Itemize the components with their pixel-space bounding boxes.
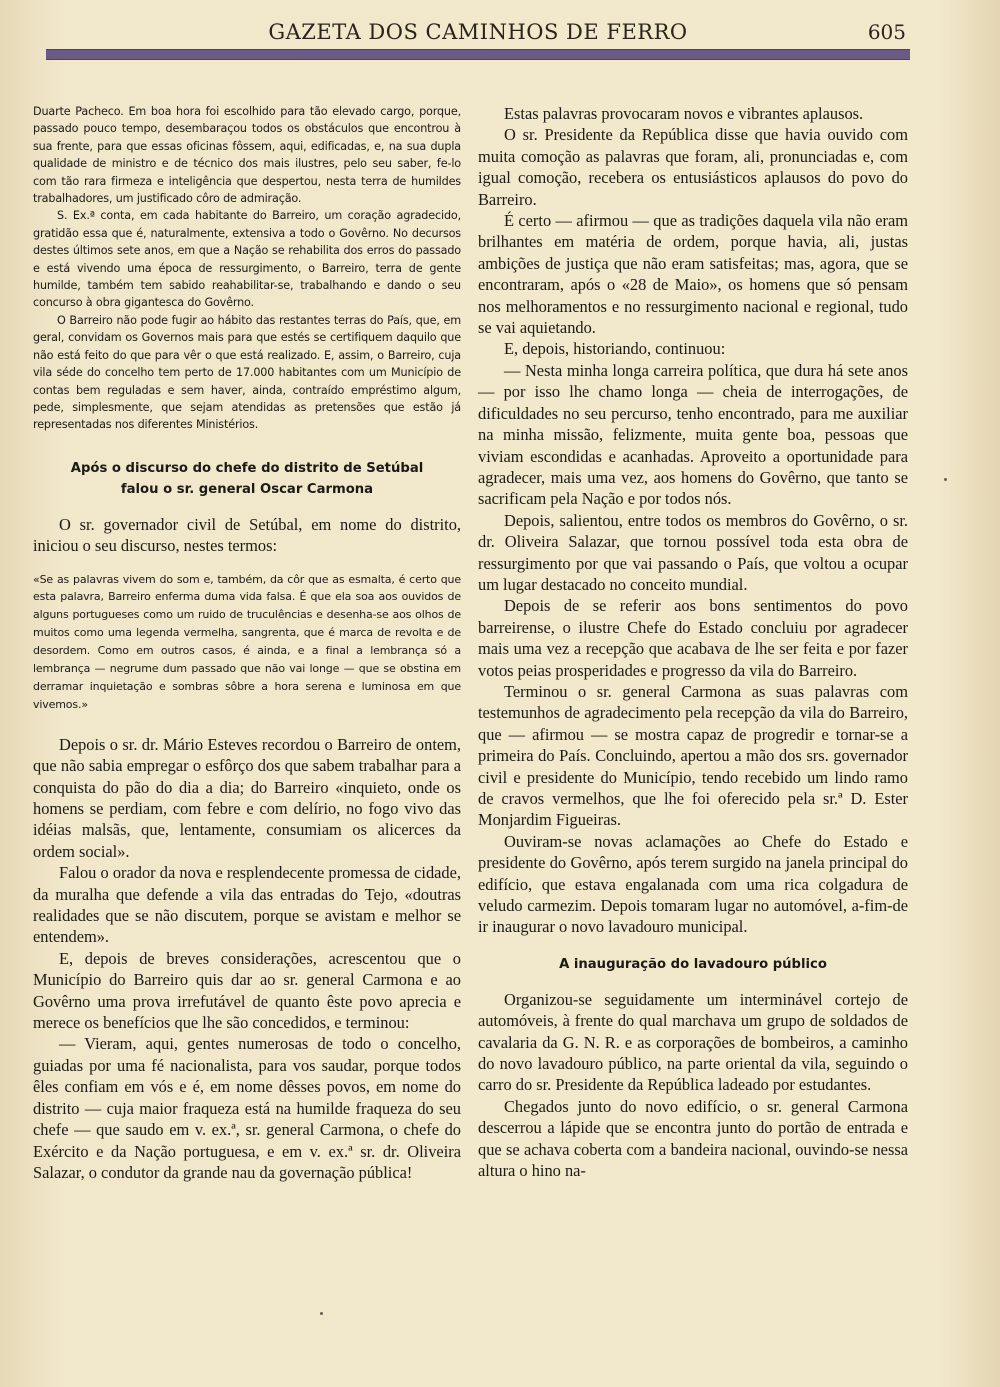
left-column [33, 103, 461, 1183]
paragraph: O sr. governador civil de Setúbal, em nome do distrito, iniciou o seu discurso, nestes termos: [33, 514, 461, 556]
publication-title: GAZETA DOS CAMINHOS DE FERRO [268, 20, 688, 44]
paragraph: S. Ex.ª conta, em cada habitante do Barreiro, um coração agradecido, gratidão essa que é, naturalmente, extensiva a todo o Govêrno. No decursos destes últimos sete anos, em que a Nação se rehabilita dos erros do passado e está vivendo uma época de ressurgimento, o Barreiro, terra de gente humilde, também tem sabido reahabilitar-se, trabalhando e dando o seu concurso à obra gigantesca do Govêrno. [33, 209, 461, 310]
paper-speck [320, 1312, 323, 1315]
paper-speck [944, 478, 947, 481]
paragraph: O sr. Presidente da República disse que havia ouvido com muita comoção as palavras que foram, ali, pronunciadas e, com igual comoção, recebera os entusiásticos aplausos do povo do Barreiro. [478, 125, 908, 209]
paragraph: E, depois de breves considerações, acrescentou que o Município do Barreiro quis dar ao sr. general Carmona e ao Govêrno uma prova irrefutável de quanto êste povo aprecia e merece os benefícios que lhe são concedidos, e terminou: [33, 948, 461, 1033]
paragraph: E, depois, historiando, continuou: [504, 339, 726, 359]
paragraph: Depois de se referir aos bons sentimentos do povo barreirense, o ilustre Chefe do Estado concluiu por agradecer mais uma vez a recepção que acabava de lhe ser feita e por fazer votos peias prosperidades e progresso da vila do Barreiro. [478, 596, 908, 680]
paragraph: Duarte Pacheco. Em boa hora foi escolhido para tão elevado cargo, porque, passado pouco tempo, desembaraçou todos os obstáculos que encontrou à sua frente, para que essas oficinas fôssem, aqui, edificadas, e, na sua dupla qualidade de ministro e de técnico dos mais ilustres, pelo seu saber, fe-lo com tão rara firmeza e inteligência que despertou, nesta terra de humildes trabalhadores, um justificado côro de admiração. [33, 105, 461, 206]
section-heading: A inauguração do lavadouro público [559, 956, 827, 972]
paragraph: — Vieram, aqui, gentes numerosas de todo o concelho, guiadas por uma fé nacionalista, para vos saudar, porque todos êles confiam em vós e é, em nome dêsses povos, em nome do distrito — cuja maior fraqueza está na humilde fraqueza do seu chefe — que saudo em v. ex.ª, sr. general Carmona, o chefe do Exército e da Nação portuguesa, e em v. ex.ª sr. dr. Oliveira Salazar, o condutor da grande nau da governação pública! [33, 1034, 461, 1182]
section-heading [33, 458, 461, 500]
paragraph: Depois o sr. dr. Mário Esteves recordou o Barreiro de ontem, que não sabia empregar o esfôrço dos que sabem trabalhar para a conquista do pão do dia a dia; do Barreiro «inquieto, onde os homens se perdiam, com febre e com delírio, no fogo vivo das idéias malsãs, que, lentamente, consumiam os alicerces da ordem social». [33, 734, 461, 861]
paragraph: Ouviram-se novas aclamações ao Chefe do Estado e presidente do Govêrno, após terem surgido na janela principal do edifício, que estava engalanada com uma rica colgadura de veludo carmezim. Depois tomaram lugar no automóvel, a-fim-de ir inaugurar o novo lavadouro municipal. [478, 831, 908, 937]
page-number: 605 [867, 20, 906, 44]
paragraph: Estas palavras provocaram novos e vibrantes aplausos. [504, 104, 864, 123]
paragraph: Depois, salientou, entre todos os membros do Govêrno, o sr. dr. Oliveira Salazar, que tornou possível toda esta obra de ressurgimento por que vai passando o País, que voltou a ocupar um lugar destacado no conceito mundial. [478, 510, 908, 594]
paragraph: O Barreiro não pode fugir ao hábito das restantes terras do País, que, em geral, convidam os Governos mais para que estés se certifiquem daquilo que não está feito do que para vêr o que está realizado. E, assim, o Barreiro, cuja vila séde do concelho tem perto de 17.000 habitantes com um Município de contas bem reguladas e sem haver, ainda, contraído empréstimo algum, pede, simplesmente, que sejam atendidas as pretensões que estão já representadas nos diferentes Ministérios. [33, 313, 461, 432]
paragraph: Organizou-se seguidamente um interminável cortejo de automóveis, à frente do qual marchava um grupo de soldados de cavalaria da G. N. R. e as corporações de bombeiros, a caminho do novo lavadouro público, na parte oriental da vila, seguindo o carro do sr. Presidente da República ladeado por estudantes. [478, 989, 908, 1095]
right-column [478, 103, 908, 1182]
heading-line: falou o sr. general Oscar Carmona [120, 481, 374, 497]
paragraph: Chegados junto do novo edifício, o sr. general Carmona descerrou a lápide que se encontra junto do portão de entrada e que se achava coberta com a bandeira nacional, ouvindo-se nessa altura o hino na- [478, 1096, 908, 1181]
paragraph: Terminou o sr. general Carmona as suas palavras com testemunhos de agradecimento pela recepção da vila do Barreiro, que — afirmou — se mostra capaz de progredir e tornar-se a primeira do País. Concluindo, apertou a mão dos srs. governador civil e presidente do Município, tendo recebido um lindo ramo de cravos vermelhos, que lhe foi oferecido pela sr.ª D. Ester Monjardim Figueiras. [478, 681, 908, 830]
speech-quote: «Se as palavras vivem do som e, também, da côr que as esmalta, é certo que esta palavra, Barreiro enferma duma vida falsa. É que ela soa aos ouvidos de alguns portugueses como um ruido de truculências e desenha-se aos olhos de muitos como uma legenda vermelha, sangrenta, que é marca de revolta e de desordem. Como em outros casos, é ainda, e a final a lembrança só a lembrança — negrume dum passado que não vai longe — que se obstina em derramar inquietação e sombras sôbre a hora serena e luminosa em que vivemos.» [33, 572, 461, 711]
paragraph: É certo — afirmou — que as tradições daquela vila não eram brilhantes em matéria de ordem, porque havia, ali, justas ambições de justiça que não eram satisfeitas; mas, agora, que se encontraram, após o «28 de Maio», os homens que só pensam nos melhoramentos e no ressurgimento nacional e regional, tudo se vai aquietando. [478, 211, 908, 338]
paragraph: — Nesta minha longa carreira política, que dura há sete anos — por isso lhe chamo longa — cheia de interrogações, de dificuldades no seu percurso, tenho encontrado, para me auxiliar na minha missão, felizmente, muita gente boa, pessoas que viviam escondidas e acanhadas. Aproveito a oportunidade para agradecer, mais uma vez, aos homens do Govêrno, que tanto se sacrificam pela Nação e por todos nós. [478, 360, 908, 509]
paragraph: Falou o orador da nova e resplendecente promessa de cidade, da muralha que defende a vila das entradas do Tejo, «doutras realidades que se não discutem, porque se avistam e melhor se entendem». [33, 863, 461, 947]
page-header [46, 18, 910, 48]
heading-line: Após o discurso do chefe do distrito de Setúbal [70, 460, 424, 476]
header-rule [46, 49, 910, 60]
